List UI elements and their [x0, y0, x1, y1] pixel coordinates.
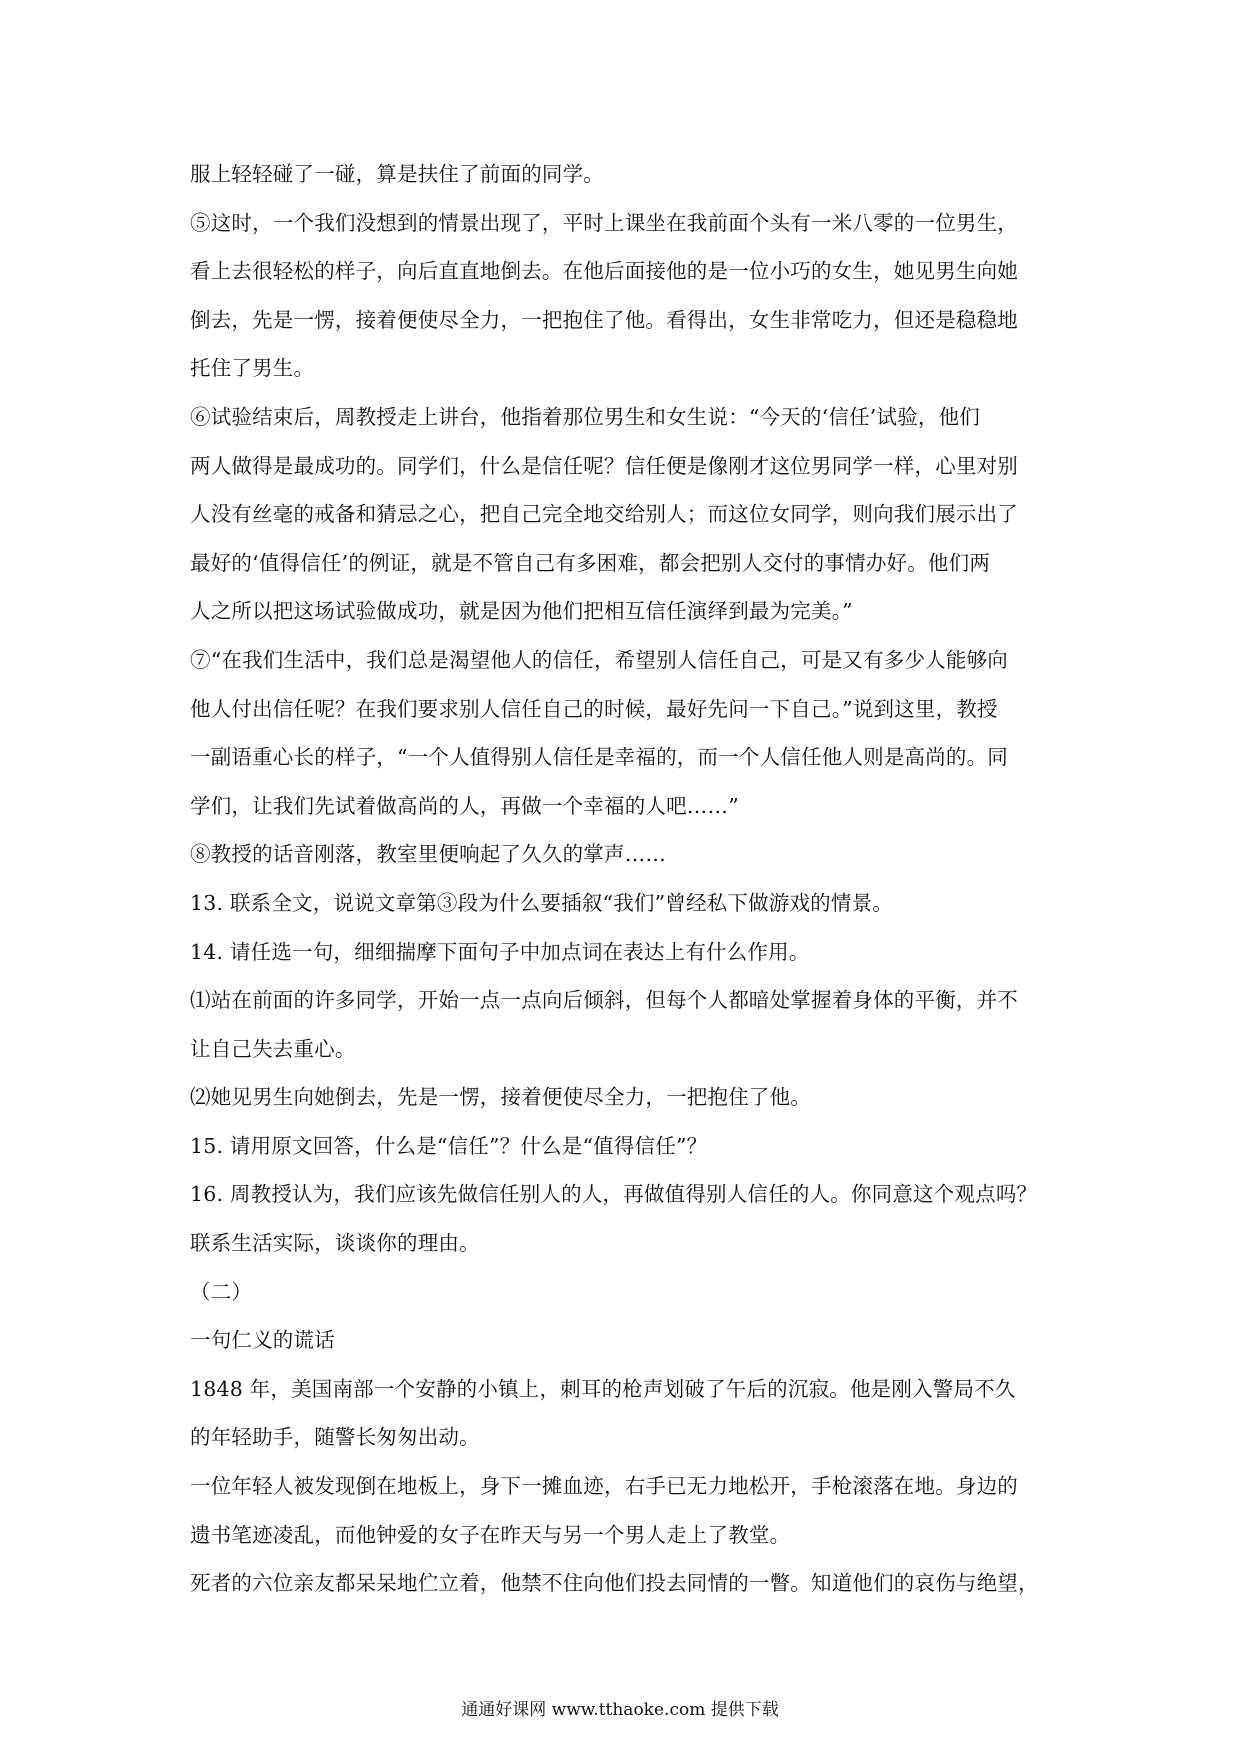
- question-14-item-1: ⑴站在前面的许多同学，开始一点一点向后倾斜，但每个人都暗处掌握着身体的平衡，并不: [190, 988, 1018, 1013]
- question-14: 14. 请任选一句，细细揣摩下面句子中加点词在表达上有什么作用。: [190, 939, 810, 964]
- text-line: ⑥试验结束后，周教授走上讲台，他指着那位男生和女生说：“今天的‘信任’试验，他们: [190, 404, 981, 429]
- page-footer: 通通好课网 www.tthaoke.com 提供下载: [461, 1700, 779, 1720]
- question-15: 15. 请用原文回答，什么是“信任”？什么是“值得信任”？: [190, 1133, 708, 1158]
- text-line: ⑦“在我们生活中，我们总是渴望他人的信任，希望别人信任自己，可是又有多少人能够向: [190, 647, 1008, 672]
- text-line: 人没有丝毫的戒备和猜忌之心，把自己完全地交给别人；而这位女同学，则向我们展示出了: [190, 502, 1018, 527]
- text-line: 死者的六位亲友都呆呆地伫立着，他禁不住向他们投去同情的一瞥。知道他们的哀伤与绝望，: [190, 1571, 1039, 1596]
- text-line: 遗书笔迹凌乱，而他钟爱的女子在昨天与另一个男人走上了教堂。: [190, 1522, 791, 1547]
- text-line: 让自己失去重心。: [190, 1036, 356, 1061]
- text-line: 看上去很轻松的样子，向后直直地倒去。在他后面接他的是一位小巧的女生，她见男生向她: [190, 259, 1018, 284]
- text-line: 1848 年，美国南部一个安静的小镇上，刺耳的枪声划破了午后的沉寂。他是刚入警局不久: [190, 1376, 1016, 1401]
- text-line: 联系生活实际，谈谈你的理由。: [190, 1231, 480, 1256]
- document-body: [190, 150, 1060, 1608]
- text-line: ⑤这时，一个我们没想到的情景出现了，平时上课坐在我前面个头有一米八零的一位男生，: [190, 210, 1018, 235]
- question-13: 13. 联系全文，说说文章第③段为什么要插叙“我们”曾经私下做游戏的情景。: [190, 890, 893, 915]
- text-line: 一位年轻人被发现倒在地板上，身下一摊血迹，右手已无力地松开，手枪滚落在地。身边的: [190, 1474, 1018, 1499]
- article-title: 一句仁义的谎话: [190, 1328, 335, 1353]
- text-line: 托住了男生。: [190, 356, 315, 381]
- text-line: 最好的‘值得信任’的例证，就是不管自己有多困难，都会把别人交付的事情办好。他们两: [190, 550, 991, 575]
- text-line: 他人付出信任呢？在我们要求别人信任自己的时候，最好先问一下自己。”说到这里，教授: [190, 696, 998, 721]
- text-line: 两人做得是最成功的。同学们，什么是信任呢？信任便是像刚才这位男同学一样，心里对别: [190, 453, 1018, 478]
- text-line: 服上轻轻碰了一碰，算是扶住了前面的同学。: [190, 162, 604, 186]
- text-line: 倒去，先是一愣，接着便使尽全力，一把抱住了他。看得出，女生非常吃力，但还是稳稳地: [190, 307, 1018, 332]
- section-heading: （二）: [190, 1279, 253, 1304]
- question-16: 16. 周教授认为，我们应该先做信任别人的人，再做值得别人信任的人。你同意这个观点吗？: [190, 1182, 1038, 1207]
- text-line: 学们，让我们先试着做高尚的人，再做一个幸福的人吧……”: [190, 793, 739, 818]
- text-line: 一副语重心长的样子，“一个人值得别人信任是幸福的，而一个人信任他人则是高尚的。同: [190, 745, 1008, 770]
- text-line: ⑧教授的话音刚落，教室里便响起了久久的掌声……: [190, 842, 667, 867]
- text-line: 人之所以把这场试验做成功，就是因为他们把相互信任演绎到最为完美。”: [190, 599, 853, 624]
- text-line: 的年轻助手，随警长匆匆出动。: [190, 1425, 480, 1450]
- question-14-item-2: ⑵她见男生向她倒去，先是一愣，接着便使尽全力，一把抱住了他。: [190, 1085, 811, 1110]
